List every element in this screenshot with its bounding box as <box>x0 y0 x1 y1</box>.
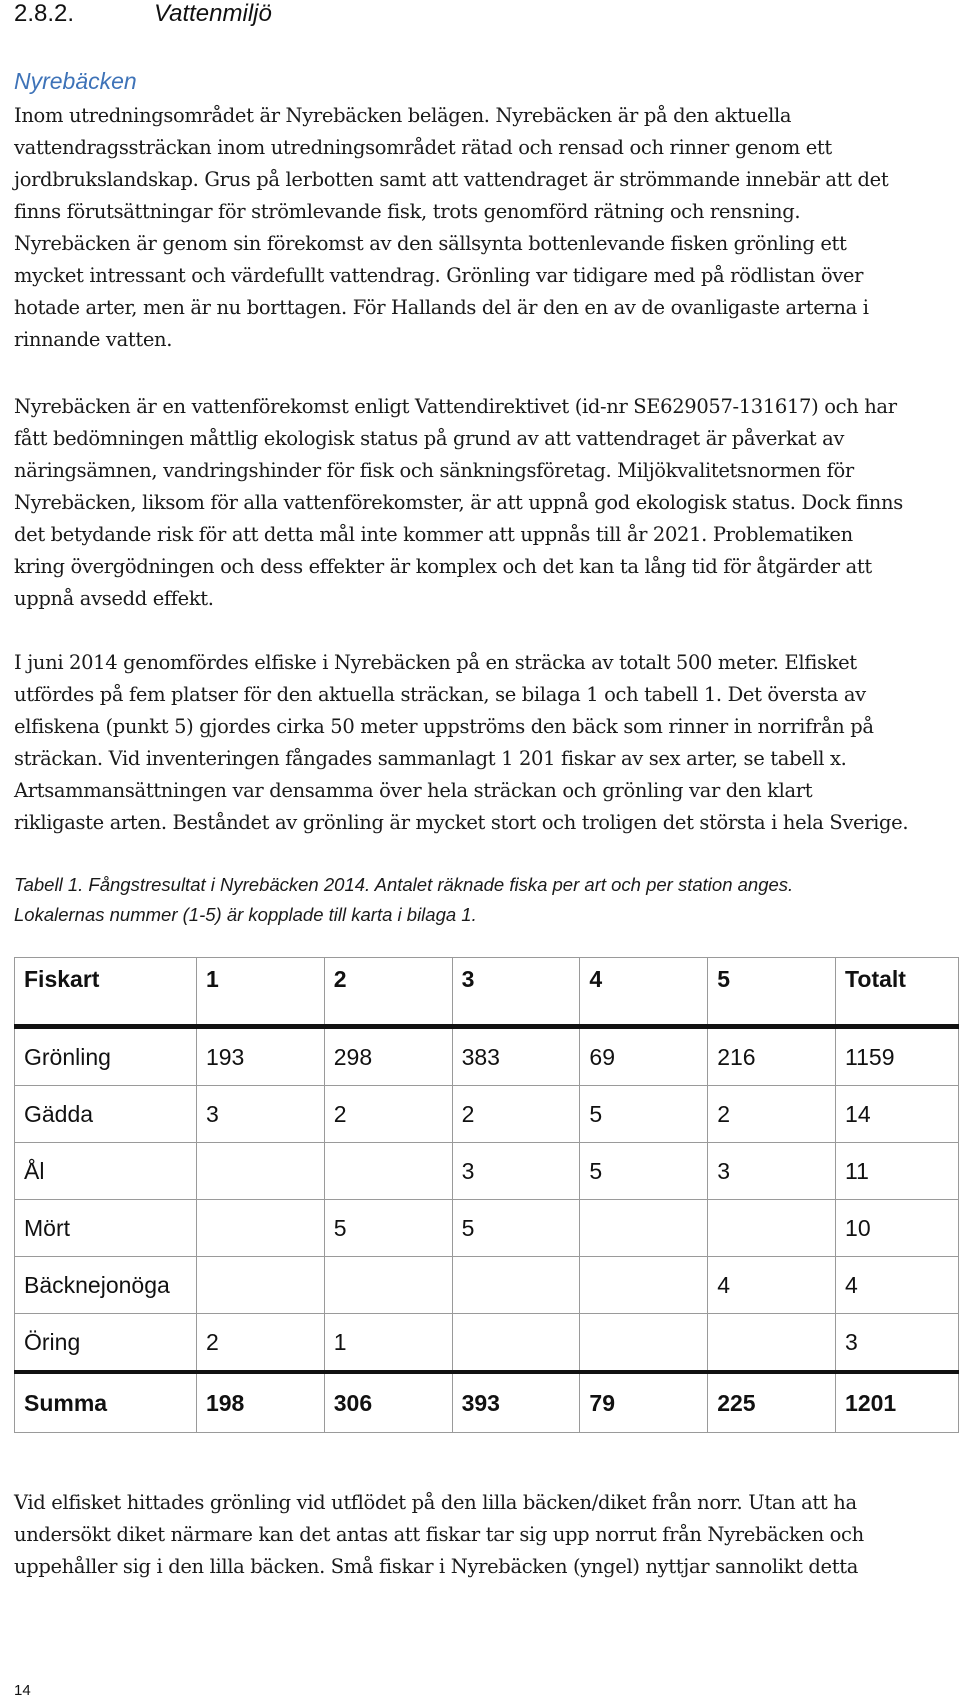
paragraph-elfiske <box>14 647 944 839</box>
caption-line: Lokalernas nummer (1-5) är kopplade till karta i bilaga 1. <box>14 904 477 925</box>
table-cell: 4 <box>708 1257 836 1314</box>
header-cell-station-3: 3 <box>452 958 580 1027</box>
table-cell: 3 <box>196 1086 324 1143</box>
sum-cell: Summa <box>15 1372 197 1433</box>
table-cell: 5 <box>324 1200 452 1257</box>
table-cell: 2 <box>708 1086 836 1143</box>
table-cell <box>452 1257 580 1314</box>
text-line: Nyrebäcken, liksom för alla vattenförekomster, är att uppnå god ekologisk status. Dock finns <box>14 491 903 514</box>
header-cell-total: Totalt <box>836 958 959 1027</box>
table-row <box>15 1143 959 1200</box>
table-cell: Mört <box>15 1200 197 1257</box>
header-cell-station-2: 2 <box>324 958 452 1027</box>
text-line: Nyrebäcken är genom sin förekomst av den sällsynta bottenlevande fisken grönling ett <box>14 232 847 255</box>
table-cell: 4 <box>836 1257 959 1314</box>
text-line: uppehåller sig i den lilla bäcken. Små fiskar i Nyrebäcken (yngel) nyttjar sannolikt detta <box>14 1555 858 1578</box>
table-cell: 2 <box>324 1086 452 1143</box>
section-title: Vattenmiljö <box>154 0 272 27</box>
table-cell <box>580 1200 708 1257</box>
paragraph-findings <box>14 1487 944 1583</box>
paragraph-status <box>14 391 944 615</box>
table-header-row <box>15 958 959 1027</box>
header-cell-station-1: 1 <box>196 958 324 1027</box>
sum-cell: 225 <box>708 1372 836 1433</box>
table-row <box>15 1027 959 1086</box>
table-cell: 10 <box>836 1200 959 1257</box>
text-line: undersökt diket närmare kan det antas att fiskar tar sig upp norrut från Nyrebäcken och <box>14 1523 864 1546</box>
table-cell: 3 <box>452 1143 580 1200</box>
sum-cell: 393 <box>452 1372 580 1433</box>
text-line: näringsämnen, vandringshinder för fisk och sänkningsföretag. Miljökvalitetsnormen för <box>14 459 854 482</box>
sum-cell: 198 <box>196 1372 324 1433</box>
sum-cell: 1201 <box>836 1372 959 1433</box>
table-cell <box>452 1314 580 1373</box>
table-cell <box>580 1314 708 1373</box>
text-line: mycket intressant och värdefullt vattendrag. Grönling var tidigare med på rödlistan över <box>14 264 864 287</box>
table-cell <box>580 1257 708 1314</box>
text-line: Artsammansättningen var densamma över hela sträckan och grönling var den klart <box>14 779 813 802</box>
text-line: det betydande risk för att detta mål inte kommer att uppnås till år 2021. Problematiken <box>14 523 853 546</box>
table-cell: Ål <box>15 1143 197 1200</box>
header-cell-species: Fiskart <box>15 958 197 1027</box>
table-row <box>15 1200 959 1257</box>
text-line: elfiskena (punkt 5) gjordes cirka 50 meter uppströms den bäck som rinner in norrifrån på <box>14 715 874 738</box>
text-line: finns förutsättningar för strömlevande fisk, trots genomförd rätning och rensning. <box>14 200 801 223</box>
text-line: utfördes på fem platser för den aktuella sträckan, se bilaga 1 och tabell 1. Det översta av <box>14 683 866 706</box>
text-line: Nyrebäcken är en vattenförekomst enligt Vattendirektivet (id-nr SE629057-131617) och har <box>14 395 897 418</box>
text-line: vattendragssträckan inom utredningsområdet rätad och rensad och rinner genom ett <box>14 136 832 159</box>
catch-results-table <box>14 957 959 1433</box>
table-cell: 69 <box>580 1027 708 1086</box>
paragraph-intro <box>14 100 944 356</box>
table-cell <box>196 1200 324 1257</box>
section-heading <box>14 0 272 28</box>
section-number: 2.8.2. <box>14 0 75 27</box>
text-line: kring övergödningen och dess effekter är komplex och det kan ta lång tid för åtgärder att <box>14 555 872 578</box>
text-line: I juni 2014 genomfördes elfiske i Nyrebäcken på en sträcka av totalt 500 meter. Elfisket <box>14 651 857 674</box>
table-cell <box>196 1257 324 1314</box>
table-cell: Bäcknejonöga <box>15 1257 197 1314</box>
table-cell: 383 <box>452 1027 580 1086</box>
table-cell <box>196 1143 324 1200</box>
table-cell: 298 <box>324 1027 452 1086</box>
table-cell: 193 <box>196 1027 324 1086</box>
table-cell <box>708 1314 836 1373</box>
table-cell: 1 <box>324 1314 452 1373</box>
table-cell: 3 <box>836 1314 959 1373</box>
caption-line: Tabell 1. Fångstresultat i Nyrebäcken 2014. Antalet räknade fiska per art och per station anges. <box>14 874 794 895</box>
subsection-title: Nyrebäcken <box>14 68 137 94</box>
sum-cell: 306 <box>324 1372 452 1433</box>
table-caption <box>14 870 944 930</box>
table-row <box>15 1314 959 1373</box>
table-sum-row <box>15 1372 959 1433</box>
table-cell: 5 <box>580 1143 708 1200</box>
sum-cell: 79 <box>580 1372 708 1433</box>
table-cell: 1159 <box>836 1027 959 1086</box>
table-cell: Grönling <box>15 1027 197 1086</box>
text-line: rinnande vatten. <box>14 328 173 351</box>
table-row <box>15 1086 959 1143</box>
text-line: hotade arter, men är nu borttagen. För Hallands del är den en av de ovanligaste arterna i <box>14 296 869 319</box>
table-cell: 14 <box>836 1086 959 1143</box>
page-number: 14 <box>14 1682 31 1699</box>
table-cell: 5 <box>452 1200 580 1257</box>
text-line: Vid elfisket hittades grönling vid utflödet på den lilla bäcken/diket från norr. Utan att ha <box>14 1491 857 1514</box>
text-line: fått bedömningen måttlig ekologisk status på grund av att vattendraget är påverkat av <box>14 427 845 450</box>
text-line: rikligaste arten. Beståndet av grönling är mycket stort och troligen det största i hela Sverige. <box>14 811 909 834</box>
table-cell: Öring <box>15 1314 197 1373</box>
table-cell <box>324 1257 452 1314</box>
text-line: uppnå avsedd effekt. <box>14 587 214 610</box>
table-cell <box>324 1143 452 1200</box>
text-line: Inom utredningsområdet är Nyrebäcken belägen. Nyrebäcken är på den aktuella <box>14 104 792 127</box>
table-row <box>15 1257 959 1314</box>
table-cell: 5 <box>580 1086 708 1143</box>
table-cell: 3 <box>708 1143 836 1200</box>
text-line: sträckan. Vid inventeringen fångades sammanlagt 1 201 fiskar av sex arter, se tabell x. <box>14 747 847 770</box>
table-cell <box>708 1200 836 1257</box>
table-cell: 2 <box>196 1314 324 1373</box>
table-cell: 216 <box>708 1027 836 1086</box>
header-cell-station-5: 5 <box>708 958 836 1027</box>
table-cell: 2 <box>452 1086 580 1143</box>
table-cell: Gädda <box>15 1086 197 1143</box>
text-line: jordbrukslandskap. Grus på lerbotten samt att vattendraget är strömmande innebär att det <box>14 168 889 191</box>
table-cell: 11 <box>836 1143 959 1200</box>
header-cell-station-4: 4 <box>580 958 708 1027</box>
